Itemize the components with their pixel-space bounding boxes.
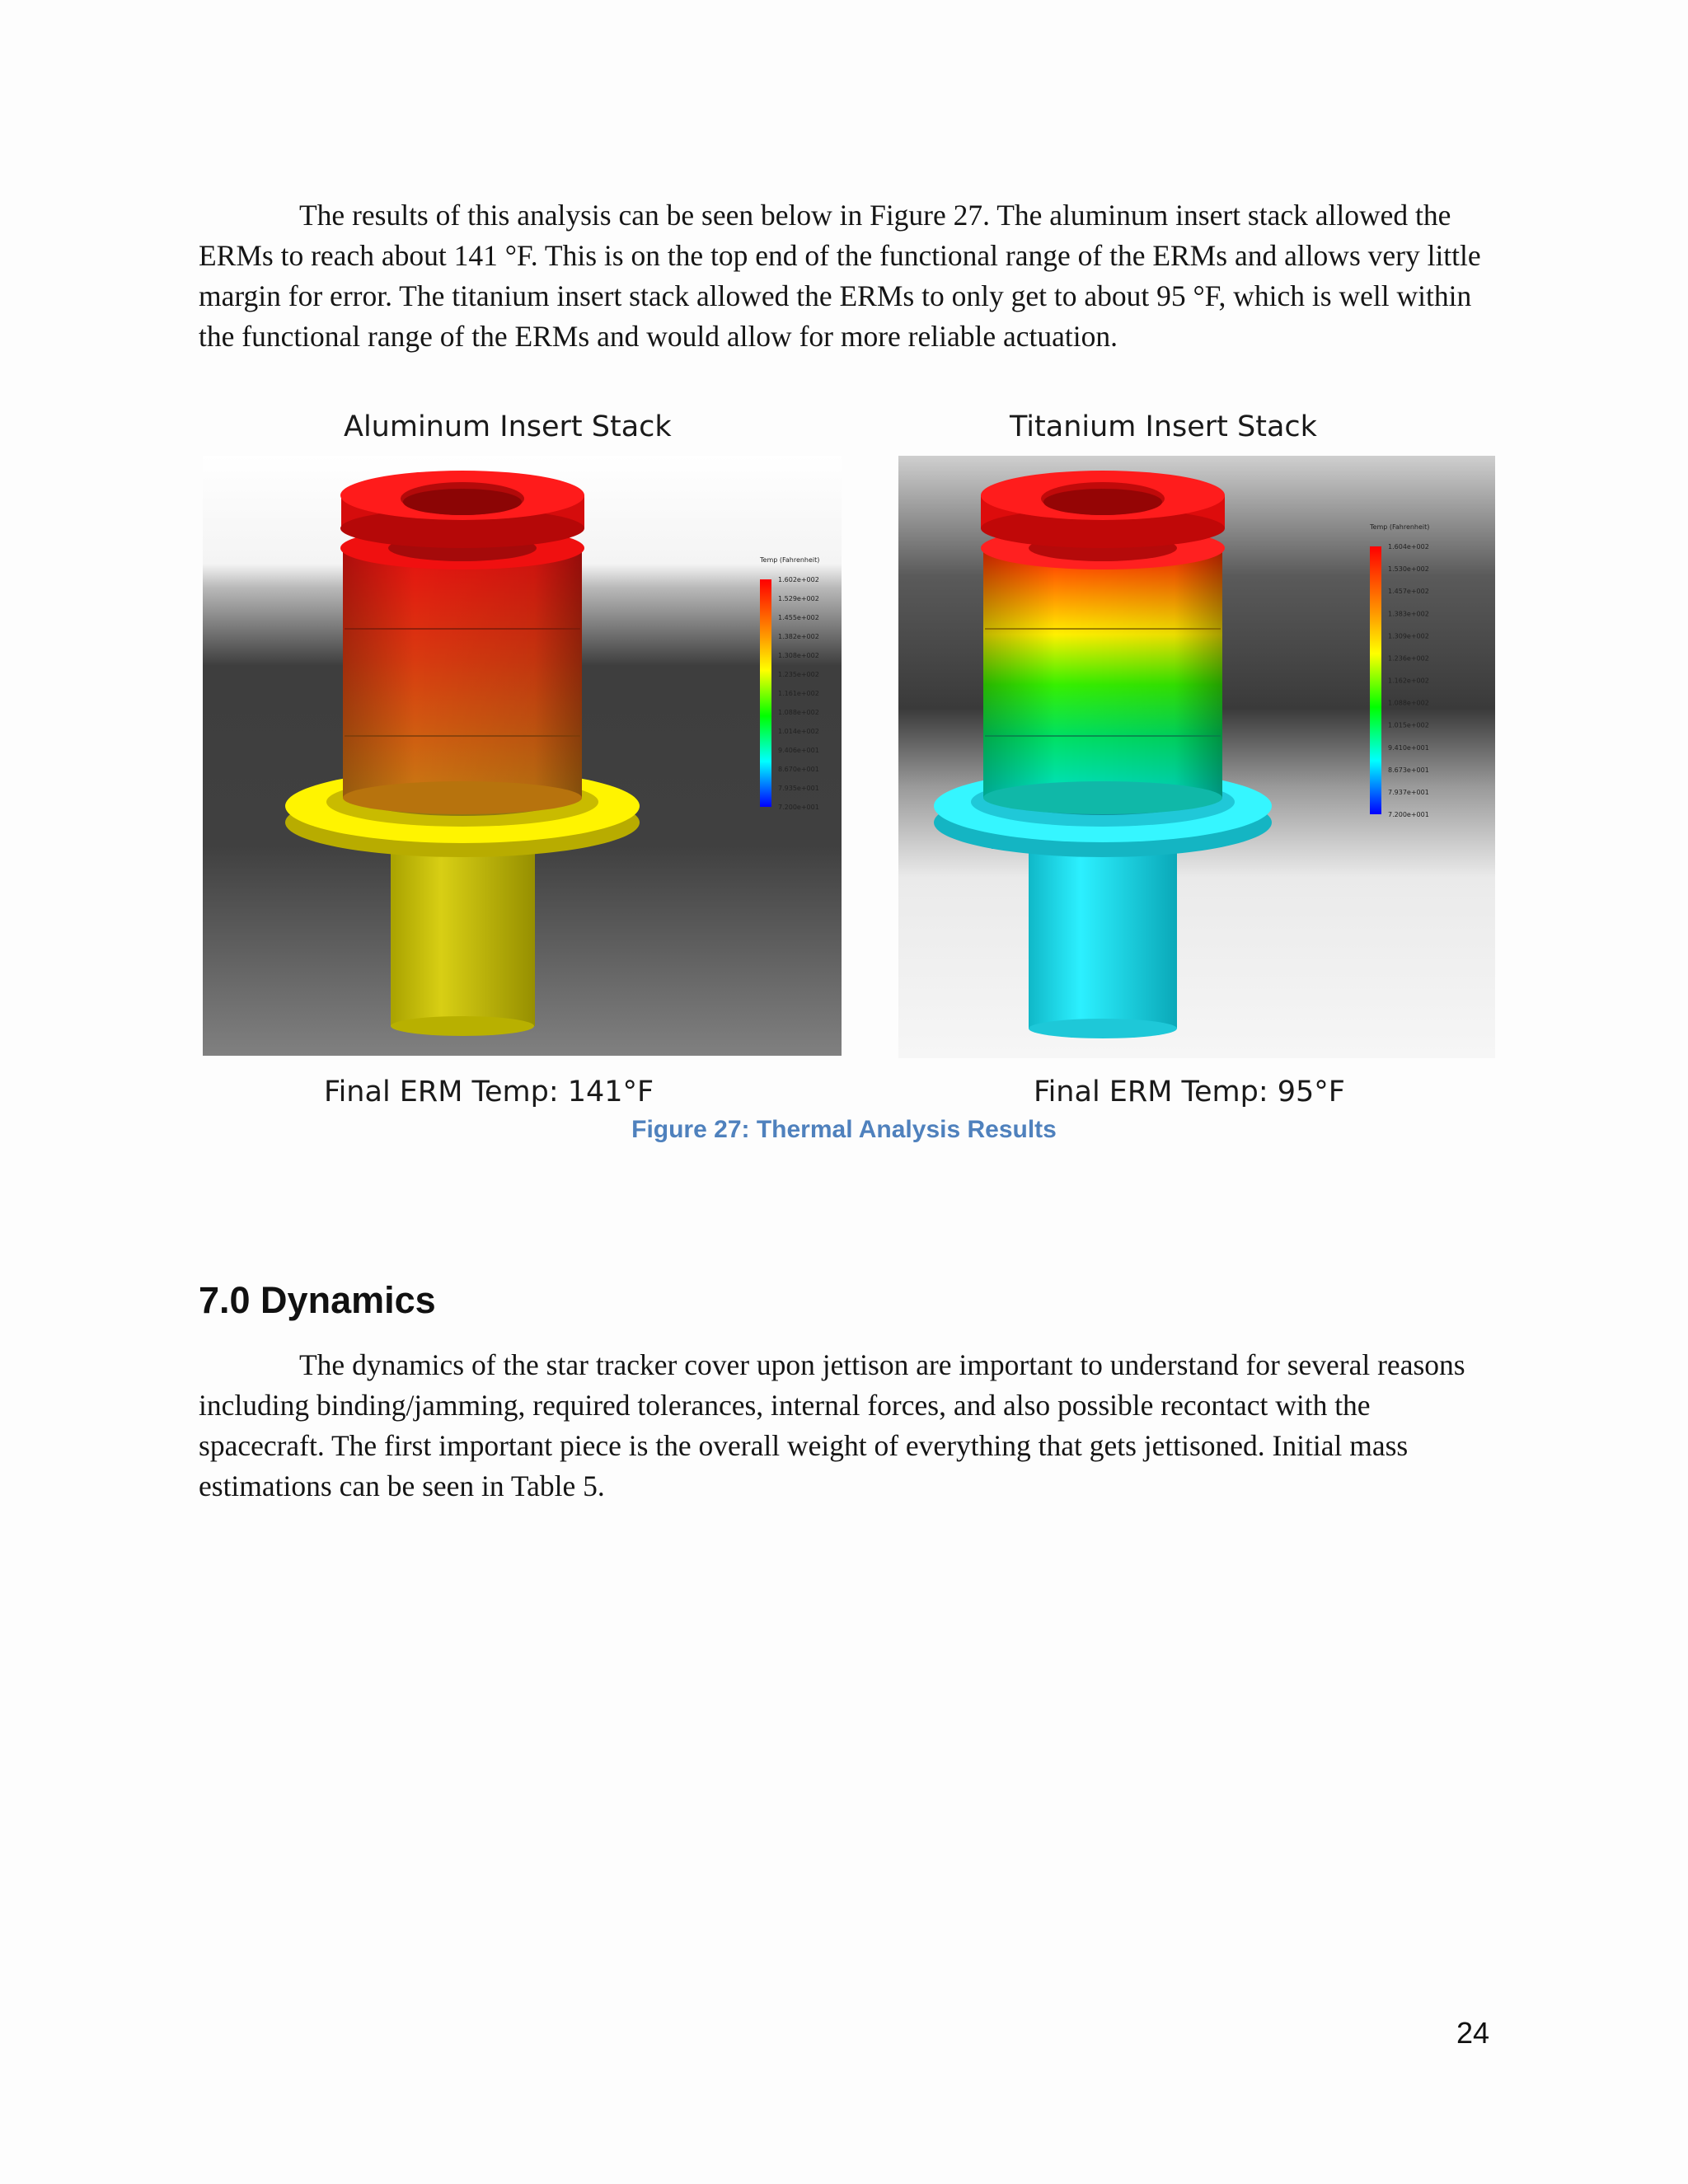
- titanium-thermal-image: [898, 456, 1495, 1058]
- aluminum-legend-value: 7.935e+001: [778, 785, 819, 792]
- page-number: 24: [1456, 2016, 1489, 2050]
- figure-caption: Figure 27: Thermal Analysis Results: [631, 1116, 1057, 1143]
- titanium-legend-value: 9.410e+001: [1388, 743, 1429, 752]
- aluminum-legend-value: 1.455e+002: [778, 614, 819, 621]
- aluminum-legend-value: 9.406e+001: [778, 747, 819, 754]
- dynamics-paragraph: The dynamics of the star tracker cover upon jettison are important to understand for several reasons including binding/jamming, required tolerances, internal forces, and also possible recontact with the spacecraft. The first important piece is the overall weight of everything that gets jettisoned. Initial mass estimations can be seen in Table 5.: [199, 1348, 1465, 1502]
- titanium-legend-value: 1.309e+002: [1388, 632, 1429, 640]
- results-paragraph: The results of this analysis can be seen below in Figure 27. The aluminum insert stack allowed the ERMs to reach about 141 °F. This is on the top end of the functional range of the ERMs and allows very little margin for error. The titanium insert stack allowed the ERMs to only get to about 95 °F, which is well within the functional range of the ERMs and would allow for more reliable actuation.: [199, 199, 1481, 353]
- titanium-legend-value: 1.236e+002: [1388, 654, 1429, 663]
- titanium-legend-value: 1.088e+002: [1388, 699, 1429, 707]
- aluminum-thermal-image: [203, 456, 842, 1056]
- aluminum-legend-value: 1.161e+002: [778, 690, 819, 697]
- aluminum-legend-value: 1.235e+002: [778, 671, 819, 678]
- aluminum-legend-value: 7.200e+001: [778, 804, 819, 811]
- titanium-panel-title: Titanium Insert Stack: [1010, 410, 1317, 443]
- aluminum-legend-value: 1.014e+002: [778, 728, 819, 735]
- titanium-legend-value: 1.162e+002: [1388, 677, 1429, 685]
- titanium-legend-value: 1.383e+002: [1388, 610, 1429, 618]
- section-heading: 7.0 Dynamics: [199, 1279, 436, 1321]
- aluminum-final-temp: Final ERM Temp: 141°F: [324, 1076, 654, 1108]
- titanium-legend-value: 7.200e+001: [1388, 811, 1429, 818]
- titanium-final-temp: Final ERM Temp: 95°F: [1034, 1076, 1345, 1108]
- aluminum-legend-value: 8.670e+001: [778, 766, 819, 773]
- aluminum-panel-title: Aluminum Insert Stack: [344, 410, 672, 443]
- titanium-legend-value: 1.530e+002: [1388, 565, 1429, 574]
- aluminum-legend-value: 1.602e+002: [778, 576, 819, 583]
- titanium-legend-title: Temp (Fahrenheit): [1370, 523, 1430, 531]
- aluminum-legend-value: 1.529e+002: [778, 595, 819, 602]
- titanium-legend-value: 1.457e+002: [1388, 588, 1429, 596]
- aluminum-legend-value: 1.088e+002: [778, 709, 819, 716]
- aluminum-legend-value: 1.382e+002: [778, 633, 819, 640]
- aluminum-legend-value: 1.308e+002: [778, 652, 819, 659]
- titanium-legend-value: 8.673e+001: [1388, 766, 1429, 774]
- titanium-legend-value: 1.015e+002: [1388, 721, 1429, 729]
- titanium-legend-value: 7.937e+001: [1388, 788, 1429, 796]
- titanium-legend-value: 1.604e+002: [1388, 543, 1429, 551]
- aluminum-legend-title: Temp (Fahrenheit): [760, 556, 820, 564]
